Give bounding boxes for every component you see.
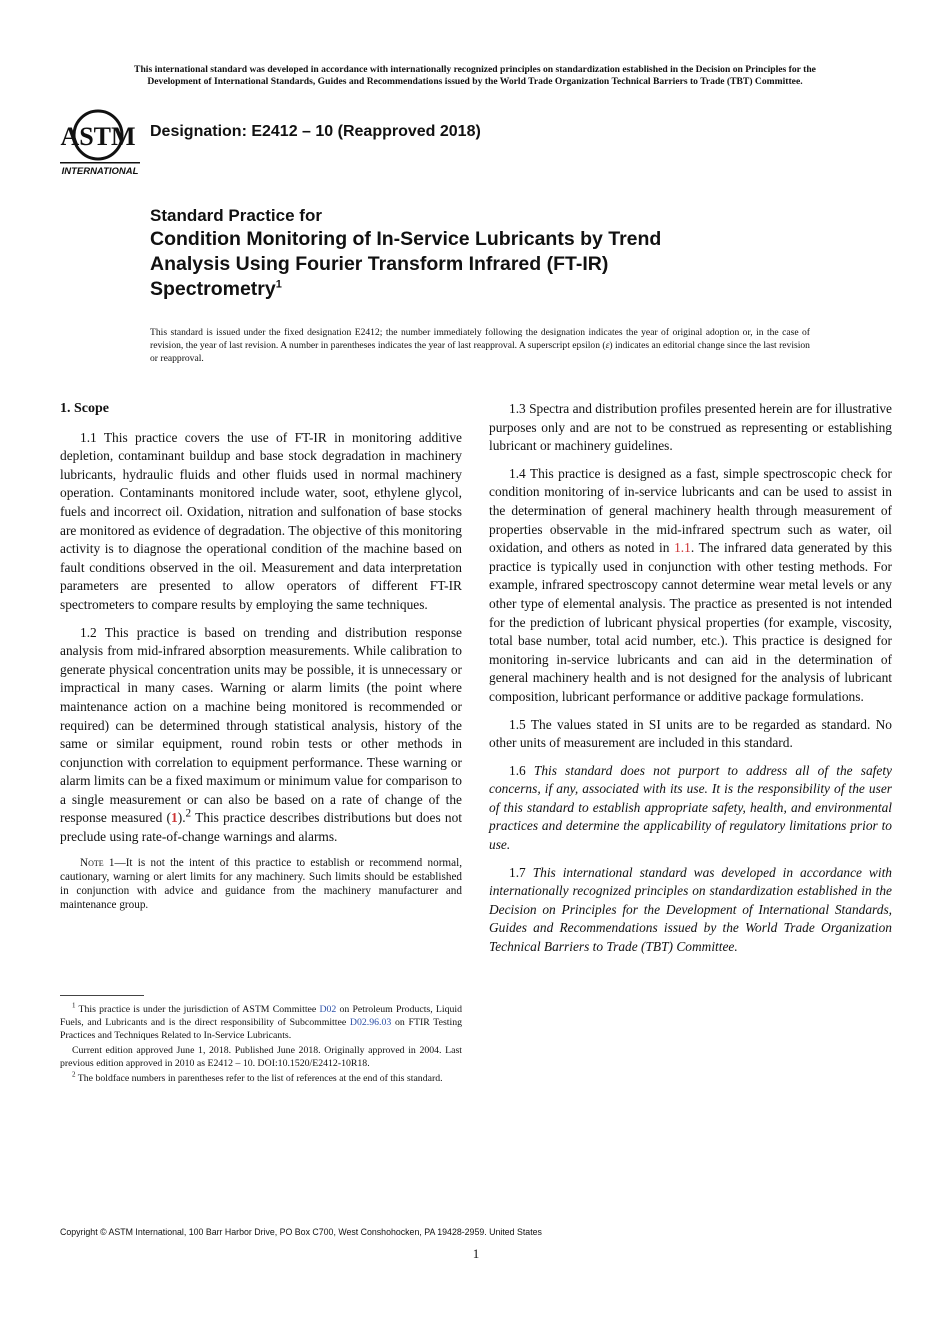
paragraph-1-3: 1.3 Spectra and distribution profiles presented herein are for illustrative purposes only and are not to be construed as representing or establishing lubricant or machinery guidelines. bbox=[489, 401, 892, 454]
epsilon-symbol: ε bbox=[605, 340, 610, 351]
astm-logo bbox=[58, 108, 148, 178]
issued-note-part2: ) indicates an editorial change since the last revision or reapproval. bbox=[150, 340, 810, 364]
note-1-text: —It is not the intent of this practice to establish or recommend normal, cautionary, warning or alert limits for any machinery. Such limits should be established in conjunction with advice and guidance from the machinery manufacturer and maintenance group. bbox=[60, 856, 462, 912]
paragraph-1-5: 1.5 The values stated in SI units are to be regarded as standard. No other units of measurement are included in this standard. bbox=[489, 716, 892, 751]
footnote-1-text-b: on Petroleum Products, Liquid Fuels, and Lubricants and is the direct responsibility of Subcommittee bbox=[60, 1004, 462, 1028]
footnote-mark-2: 2 bbox=[185, 808, 192, 820]
edition-note: Current edition approved June 1, 2018. Published June 2018. Originally approved in 2004. Last previous edition approved in 2010 as E2412 – 10. DOI:10.1520/E2412-10R18. bbox=[60, 1045, 462, 1069]
paragraph-1-4-text-a: 1.4 This practice is designed as a fast, simple spectroscopic check for condition monitoring of in-service lubricants and can be used to assist in the determination of general machinery health through measurement of properties observable in the mid-infrared spectrum such as water, oil oxidation, and others as noted in bbox=[489, 465, 892, 556]
title-line-3-text: Spectrometry bbox=[150, 278, 276, 300]
paragraph-1-7-number: 1.7 bbox=[509, 864, 533, 880]
note-1-label: Note 1 bbox=[80, 856, 115, 869]
right-column bbox=[489, 400, 892, 966]
paragraph-1-7 bbox=[489, 864, 892, 957]
footnote-1-text-c: on FTIR Testing Practices and Techniques Related to In-Service Lubricants. bbox=[60, 1017, 462, 1041]
paragraph-1-6-text: This standard does not purport to address all of the safety concerns, if any, associated with its use. It is the responsibility of the user of this standard to establish appropriate safety, health, and environmental practices and determine the applicability of regulatory limitations prior to use. bbox=[489, 762, 892, 853]
paragraph-1-4-text-b: . The infrared data generated by this practice is typically used in conjunction with other testing methods. For example, infrared spectroscopy cannot determine wear metal levels or any other type of elemental analysis. The practice as presented is not intended for the prediction of lubricant physical properties (for example, viscosity, total base number, total acid number, etc.). This practice is designed for monitoring in-service lubricants and can aid in the determination of general machinery health and is not designed for the analysis of lubricant composition, lubricant performance or additive package formulations. bbox=[489, 540, 892, 704]
paragraph-1-7-text: This international standard was developed in accordance with internationally recognized principles on standardization established in the Decision on Principles for the Development of International Standards, Guides and Recommendations issued by the World Trade Organization Technical Barriers to Trade (TBT) Committee. bbox=[489, 864, 892, 955]
copyright-notice: Copyright © ASTM International, 100 Barr Harbor Drive, PO Box C700, West Conshohocken, PA 19428-2959. United States bbox=[60, 1227, 542, 1237]
paragraph-1-6-number: 1.6 bbox=[509, 762, 534, 778]
paragraph-1-2-text-b: ). bbox=[177, 810, 186, 826]
paragraph-1-2-text-c: This practice describes distributions but does not preclude using rate-of-change warnings and alarms. bbox=[60, 810, 462, 845]
footnote-2-text: The boldface numbers in parentheses refer to the list of references at the end of this standard. bbox=[75, 1073, 443, 1084]
left-column bbox=[60, 400, 462, 921]
logo-letters: ASTM bbox=[60, 122, 136, 151]
footnote-2-mark: 2 bbox=[72, 1070, 76, 1079]
tbt-banner bbox=[40, 64, 910, 88]
title-line-2: Analysis Using Fourier Transform Infrared (FT-IR) bbox=[150, 253, 609, 275]
committee-link-d02[interactable]: D02 bbox=[319, 1004, 337, 1015]
designation: Designation: E2412 – 10 (Reapproved 2018) bbox=[150, 123, 481, 140]
footnote-divider bbox=[60, 995, 144, 996]
note-1 bbox=[60, 856, 462, 913]
footnote-1-text-a: This practice is under the jurisdiction of ASTM Committee bbox=[75, 1004, 320, 1015]
subcommittee-link[interactable]: D02.96.03 bbox=[349, 1017, 392, 1028]
title-line-1: Condition Monitoring of In-Service Lubricants by Trend bbox=[150, 228, 662, 250]
section-link-1-1[interactable]: 1.1 bbox=[674, 540, 691, 556]
paragraph-1-2 bbox=[60, 624, 462, 847]
footnote-2 bbox=[60, 1072, 462, 1085]
banner-line-1: This international standard was developed in accordance with internationally recognized principles on standardization established in the Decision on Principles for the bbox=[134, 64, 816, 75]
paragraph-1-1: 1.1 This practice covers the use of FT-IR in monitoring additive depletion, contaminant buildup and base stock degradation in machinery lubricants, hydraulic fluids and other fluids used in normal machinery operation. Contaminants monitored include water, soot, ethylene glycol, fuels and incorrect oil. Oxidation, nitration and sulfonation of base stocks are monitored as evidence of degradation. The objective of this monitoring activity is to diagnose the operational condition of the machine based on fault conditions observed in the oil. Measurement and data interpretation parameters are presented to allow operators of different FT-IR spectrometers to compare results by employing the same techniques. bbox=[60, 429, 462, 612]
page-number: 1 bbox=[472, 1246, 480, 1261]
title-prefix: Standard Practice for bbox=[150, 206, 322, 225]
issued-note bbox=[150, 326, 810, 365]
title-footnote-mark: 1 bbox=[275, 278, 282, 291]
reference-link-1[interactable]: 1 bbox=[171, 810, 178, 826]
title-line-3 bbox=[150, 277, 790, 302]
logo-subtitle: INTERNATIONAL bbox=[61, 166, 139, 177]
footnote-1 bbox=[60, 1003, 462, 1042]
paragraph-1-2-text-a: 1.2 This practice is based on trending and distribution response analysis from mid-infrared absorption measurements. While calibration to generate physical concentration units may be possible, it is unnecessary or impractical in many cases. Warning or alarm limits (the point where maintenance action on a machine being monitored is recommended or required) can be determined through statistical analysis, history of the same or similar equipment, round robin tests or other methods in conjunction with correlation to equipment performance. These warning or alarm limits can be a fixed maximum or minimum value for comparison to a single measurement or can also be based on a rate of change of the response measured ( bbox=[60, 624, 462, 826]
issued-note-part1: This standard is issued under the fixed designation E2412; the number immediately following the designation indicates the year of original adoption or, in the case of revision, the year of last revision. A number in parentheses indicates the year of last reapproval. A superscript epsilon ( bbox=[150, 327, 810, 351]
footnotes bbox=[60, 1003, 462, 1087]
paragraph-1-4 bbox=[489, 465, 892, 707]
section-heading-scope: 1. Scope bbox=[60, 401, 109, 416]
paragraph-1-6 bbox=[489, 762, 892, 855]
footnote-1-mark: 1 bbox=[72, 1001, 76, 1010]
document-title bbox=[150, 205, 790, 302]
banner-line-2: Development of International Standards, Guides and Recommendations issued by the World Trade Organization Technical Barriers to Trade (TBT) Committee. bbox=[147, 76, 803, 87]
